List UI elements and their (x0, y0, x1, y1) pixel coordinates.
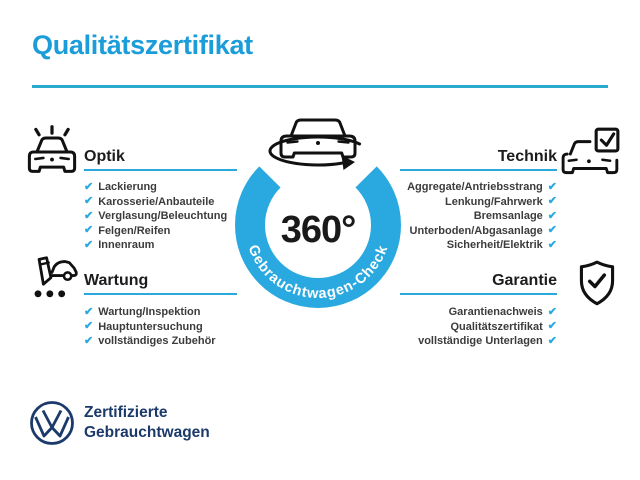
section-rule-technik (400, 169, 557, 171)
footer-line2: Gebrauchtwagen (84, 423, 210, 441)
check-item (84, 224, 227, 239)
check-icon: ✔ (84, 180, 94, 193)
check-icon: ✔ (547, 195, 557, 208)
check-item (84, 305, 216, 320)
shield-check-icon (572, 258, 622, 312)
section-title-wartung: Wartung (84, 272, 149, 289)
check-icon: ✔ (84, 209, 94, 222)
title-divider (32, 85, 608, 88)
optik-checklist (84, 180, 227, 253)
check-item-label: Unterboden/Abgasanlage (409, 224, 543, 237)
360-check-badge (220, 103, 420, 315)
check-item-label: Garantienachweis (448, 306, 543, 319)
check-item-label: Qualitätszertifikat (450, 320, 543, 333)
check-icon: ✔ (547, 305, 557, 318)
check-icon: ✔ (84, 224, 94, 237)
check-item-label: Lenkung/Fahrwerk (444, 195, 543, 208)
check-item-label: Sicherheit/Elektrik (446, 239, 543, 252)
section-title-optik: Optik (84, 148, 125, 165)
section-rule-optik (84, 169, 237, 171)
degree-label: 360° (280, 209, 356, 251)
check-item (357, 334, 557, 349)
check-item-label: Innenraum (98, 239, 155, 252)
section-rule-garantie (400, 293, 557, 295)
check-item (84, 238, 227, 253)
check-item-label: vollständige Unterlagen (418, 335, 543, 348)
check-icon: ✔ (547, 334, 557, 347)
sparkling-car-icon (24, 124, 80, 180)
ring-label: Gebrauchtwagen-Check (244, 242, 392, 303)
check-icon: ✔ (547, 180, 557, 193)
check-item-label: Felgen/Reifen (98, 224, 171, 237)
vw-logo (28, 399, 76, 447)
check-icon: ✔ (547, 238, 557, 251)
section-title-garantie: Garantie (492, 272, 557, 289)
check-icon: ✔ (84, 238, 94, 251)
check-icon: ✔ (84, 305, 94, 318)
check-icon: ✔ (547, 320, 557, 333)
section-rule-wartung (84, 293, 237, 295)
check-icon: ✔ (547, 224, 557, 237)
check-item (357, 320, 557, 335)
wartung-checklist (84, 305, 216, 349)
check-icon: ✔ (84, 334, 94, 347)
check-item-label: Aggregate/Antriebsstrang (407, 181, 543, 194)
check-icon: ✔ (84, 320, 94, 333)
check-item (84, 180, 227, 195)
check-item-label: Wartung/Inspektion (98, 306, 201, 319)
page-title: Qualitätszertifikat (32, 30, 253, 60)
check-item-label: Lackierung (98, 181, 157, 194)
check-item-label: Verglasung/Beleuchtung (98, 210, 228, 223)
footer-line1: Zertifizierte (84, 404, 168, 421)
check-icon: ✔ (547, 209, 557, 222)
check-item (84, 209, 227, 224)
check-item (84, 334, 216, 349)
check-item (84, 195, 227, 210)
car-checkbox-icon (560, 126, 622, 180)
check-item-label: Bremsanlage (473, 210, 543, 223)
service-checklist-icon (24, 254, 80, 310)
check-item-label: Karosserie/Anbauteile (98, 195, 215, 208)
section-title-technik: Technik (497, 148, 557, 165)
footer-brand-text (84, 403, 210, 442)
check-item-label: vollständiges Zubehör (98, 335, 216, 348)
check-icon: ✔ (84, 195, 94, 208)
check-item-label: Hauptuntersuchung (98, 320, 203, 333)
check-item (84, 320, 216, 335)
